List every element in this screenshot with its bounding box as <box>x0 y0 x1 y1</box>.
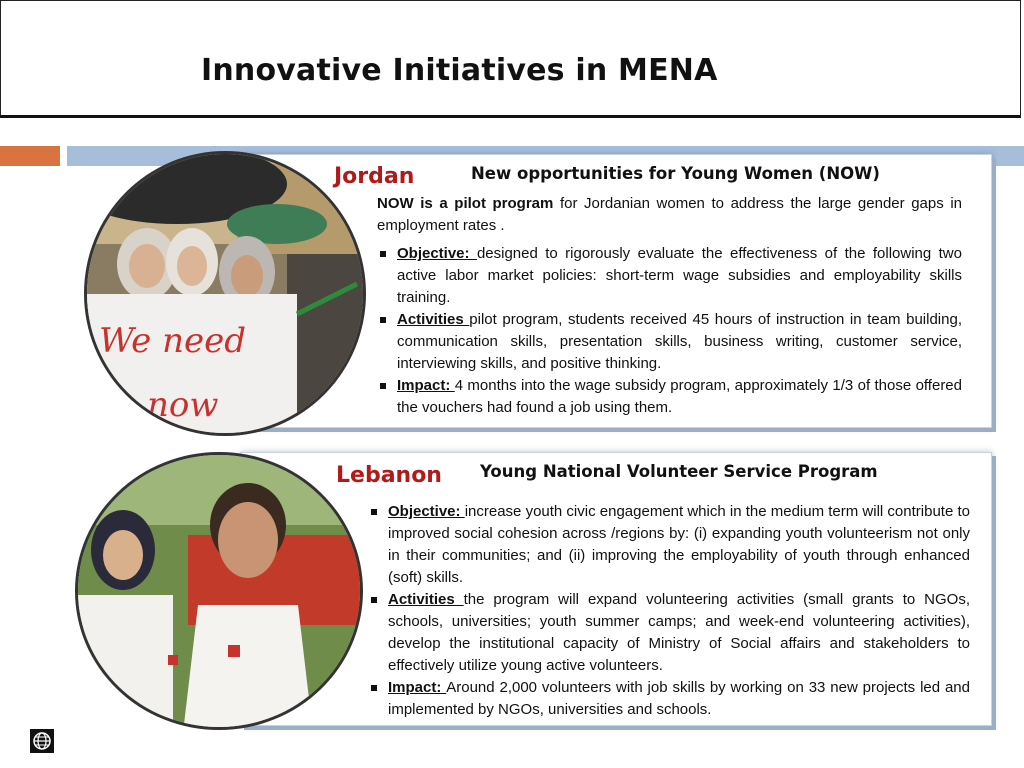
jordan-intro-rest: for Jordanian women to address the large gender gaps in employment rates . <box>377 195 962 234</box>
jordan-photo <box>84 151 366 436</box>
bullet-text: increase youth civic engagement which in the medium term will contribute to improved social cohesion across /regions by: (i) expanding youth volunteerism not only in their communities; and (ii) improving the employability of youth through enhanced (soft) skills. <box>388 503 970 586</box>
jordan-bullet-activities <box>377 309 962 375</box>
lebanon-photo <box>75 452 363 730</box>
bullet-label: Objective: <box>397 245 477 262</box>
bullet-text: designed to rigorously evaluate the effectiveness of the following two active labor market policies: short-term wage subsidies and employability skills training. <box>397 245 962 306</box>
lebanon-bullet-impact <box>368 677 970 721</box>
bullet-text: Around 2,000 volunteers with job skills by working on 33 new projects led and implemented by NGOs, universities and schools. <box>388 679 970 718</box>
jordan-program-heading: New opportunities for Young Women (NOW) <box>471 164 880 183</box>
jordan-bullet-objective <box>377 243 962 309</box>
jordan-intro-bold: NOW is a pilot program <box>377 195 554 212</box>
lebanon-program-heading: Young National Volunteer Service Program <box>480 462 878 481</box>
jordan-bullet-list <box>377 243 962 419</box>
lebanon-body <box>368 501 970 721</box>
bullet-label: Activities <box>397 311 470 328</box>
lebanon-country-label: Lebanon <box>336 463 442 488</box>
lebanon-bullet-objective <box>368 501 970 589</box>
svg-text:now: now <box>147 385 219 425</box>
bullet-label: Impact: <box>388 679 447 696</box>
jordan-country-label: Jordan <box>334 164 415 189</box>
lebanon-bullet-activities <box>368 589 970 677</box>
bullet-text: pilot program, students received 45 hours of instruction in team building, communication skills, presentation skills, business writing, customer service, interviewing skills, and positive thinking. <box>397 311 962 372</box>
bullet-label: Impact: <box>397 377 455 394</box>
world-bank-globe-icon <box>30 729 54 753</box>
bullet-label: Activities <box>388 591 464 608</box>
bullet-text: the program will expand volunteering activities (small grants to NGOs, schools, universities; youth summer camps; and week-end volunteering activities), develop the institutional capacity of Ministry of Social affairs and stakeholders to effectively utilize young active volunteers. <box>388 591 970 674</box>
bullet-label: Objective: <box>388 503 465 520</box>
jordan-intro <box>377 193 962 237</box>
lebanon-bullet-list <box>368 501 970 721</box>
title-box <box>0 0 1021 118</box>
jordan-body <box>377 193 962 419</box>
accent-bar-orange <box>0 146 60 166</box>
svg-text:We need: We need <box>99 321 247 361</box>
jordan-bullet-impact <box>377 375 962 419</box>
slide-title: Innovative Initiatives in MENA <box>201 53 718 88</box>
bullet-text: 4 months into the wage subsidy program, approximately 1/3 of those offered the vouchers had found a job using them. <box>397 377 962 416</box>
